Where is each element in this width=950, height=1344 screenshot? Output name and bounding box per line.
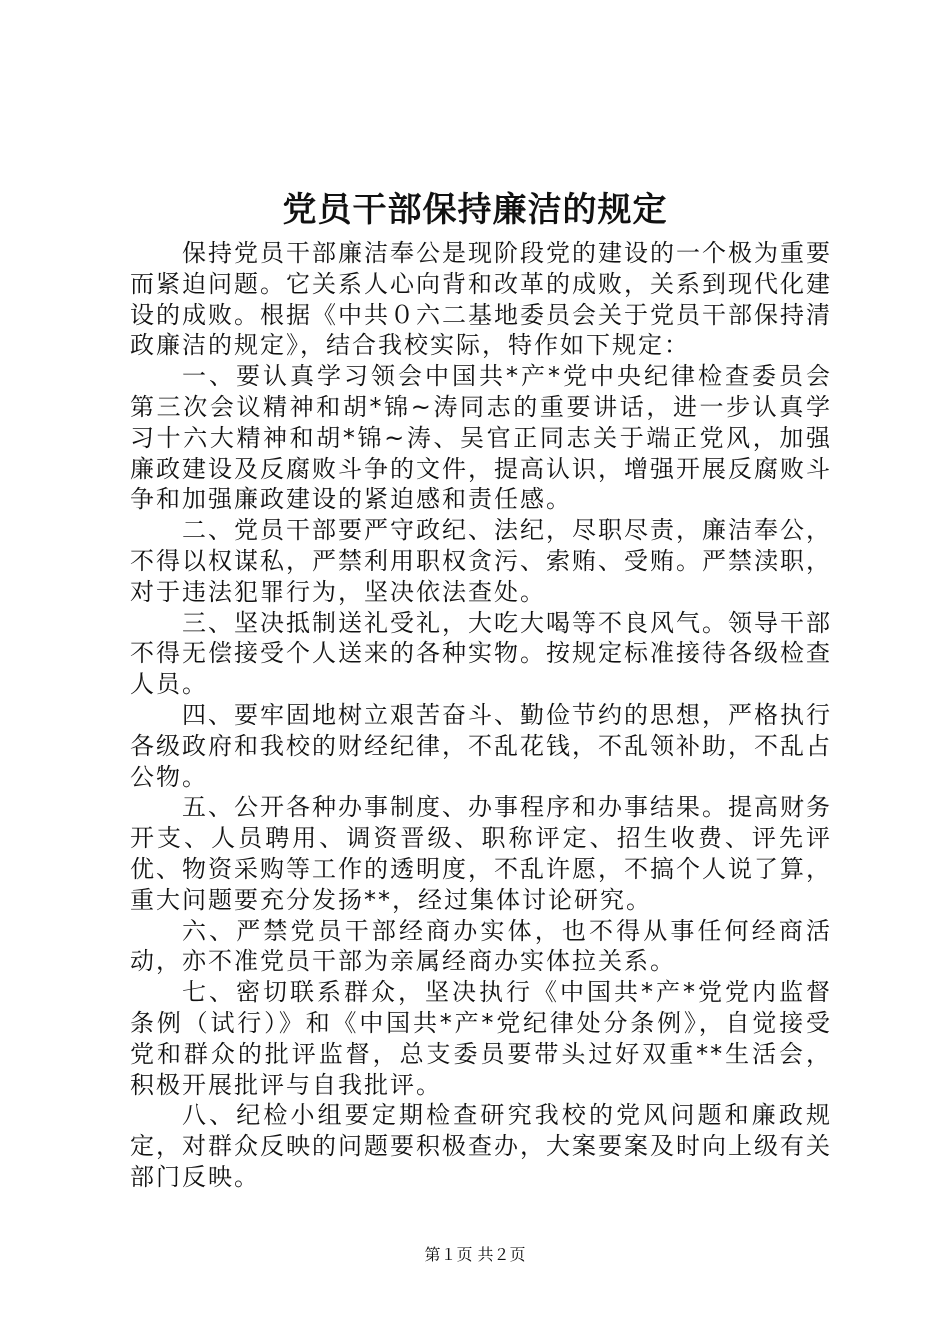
- paragraph-rule-7: 七、密切联系群众，坚决执行《中国共*产*党党内监督条例（试行）》和《中国共*产*党纪律处分条例》，自觉接受党和群众的批评监督，总支委员要带头过好双重**生活会，积极开展批评与自我批评。: [130, 978, 832, 1099]
- paragraph-rule-8: 八、纪检小组要定期检查研究我校的党风问题和廉政规定，对群众反映的问题要积极查办，大案要案及时向上级有关部门反映。: [130, 1101, 832, 1191]
- paragraph-rule-3: 三、坚决抵制送礼受礼，大吃大喝等不良风气。领导干部不得无偿接受个人送来的各种实物。按规定标准接待各级检查人员。: [130, 608, 832, 699]
- page-footer: 第１页 共２页: [424, 1245, 526, 1264]
- paragraph-intro: 保持党员干部廉洁奉公是现阶段党的建设的一个极为重要而紧迫问题。它关系人心向背和改革的成败，关系到现代化建设的成败。根据《中共０六二基地委员会关于党员干部保持清政廉洁的规定》，结合我校实际，特作如下规定：: [130, 239, 832, 360]
- paragraph-rule-2: 二、党员干部要严守政纪、法纪，尽职尽责，廉洁奉公，不得以权谋私，严禁利用职权贪污、索贿、受贿。严禁渎职，对于违法犯罪行为，坚决依法查处。: [130, 516, 832, 606]
- paragraph-rule-1: 一、要认真学习领会中国共*产*党中央纪律检查委员会第三次会议精神和胡*锦~涛同志的重要讲话，进一步认真学习十六大精神和胡*锦~涛、吴官正同志关于端正党风，加强廉政建设及反腐败斗争的文件，提高认识，增强开展反腐败斗争和加强廉政建设的紧迫感和责任感。: [130, 362, 832, 514]
- document-body: [130, 238, 832, 1193]
- paragraph-rule-5: 五、公开各种办事制度、办事程序和办事结果。提高财务开支、人员聘用、调资晋级、职称评定、招生收费、评先评优、物资采购等工作的透明度，不乱许愿，不搞个人说了算，重大问题要充分发扬**，经过集体讨论研究。: [130, 793, 832, 914]
- document-title: 党员干部保持廉洁的规定: [282, 190, 668, 230]
- paragraph-rule-4: 四、要牢固地树立艰苦奋斗、勤俭节约的思想，严格执行各级政府和我校的财经纪律，不乱花钱，不乱领补助，不乱占公物。: [130, 700, 832, 791]
- paragraph-rule-6: 六、严禁党员干部经商办实体，也不得从事任何经商活动，亦不准党员干部为亲属经商办实体拉关系。: [130, 916, 832, 976]
